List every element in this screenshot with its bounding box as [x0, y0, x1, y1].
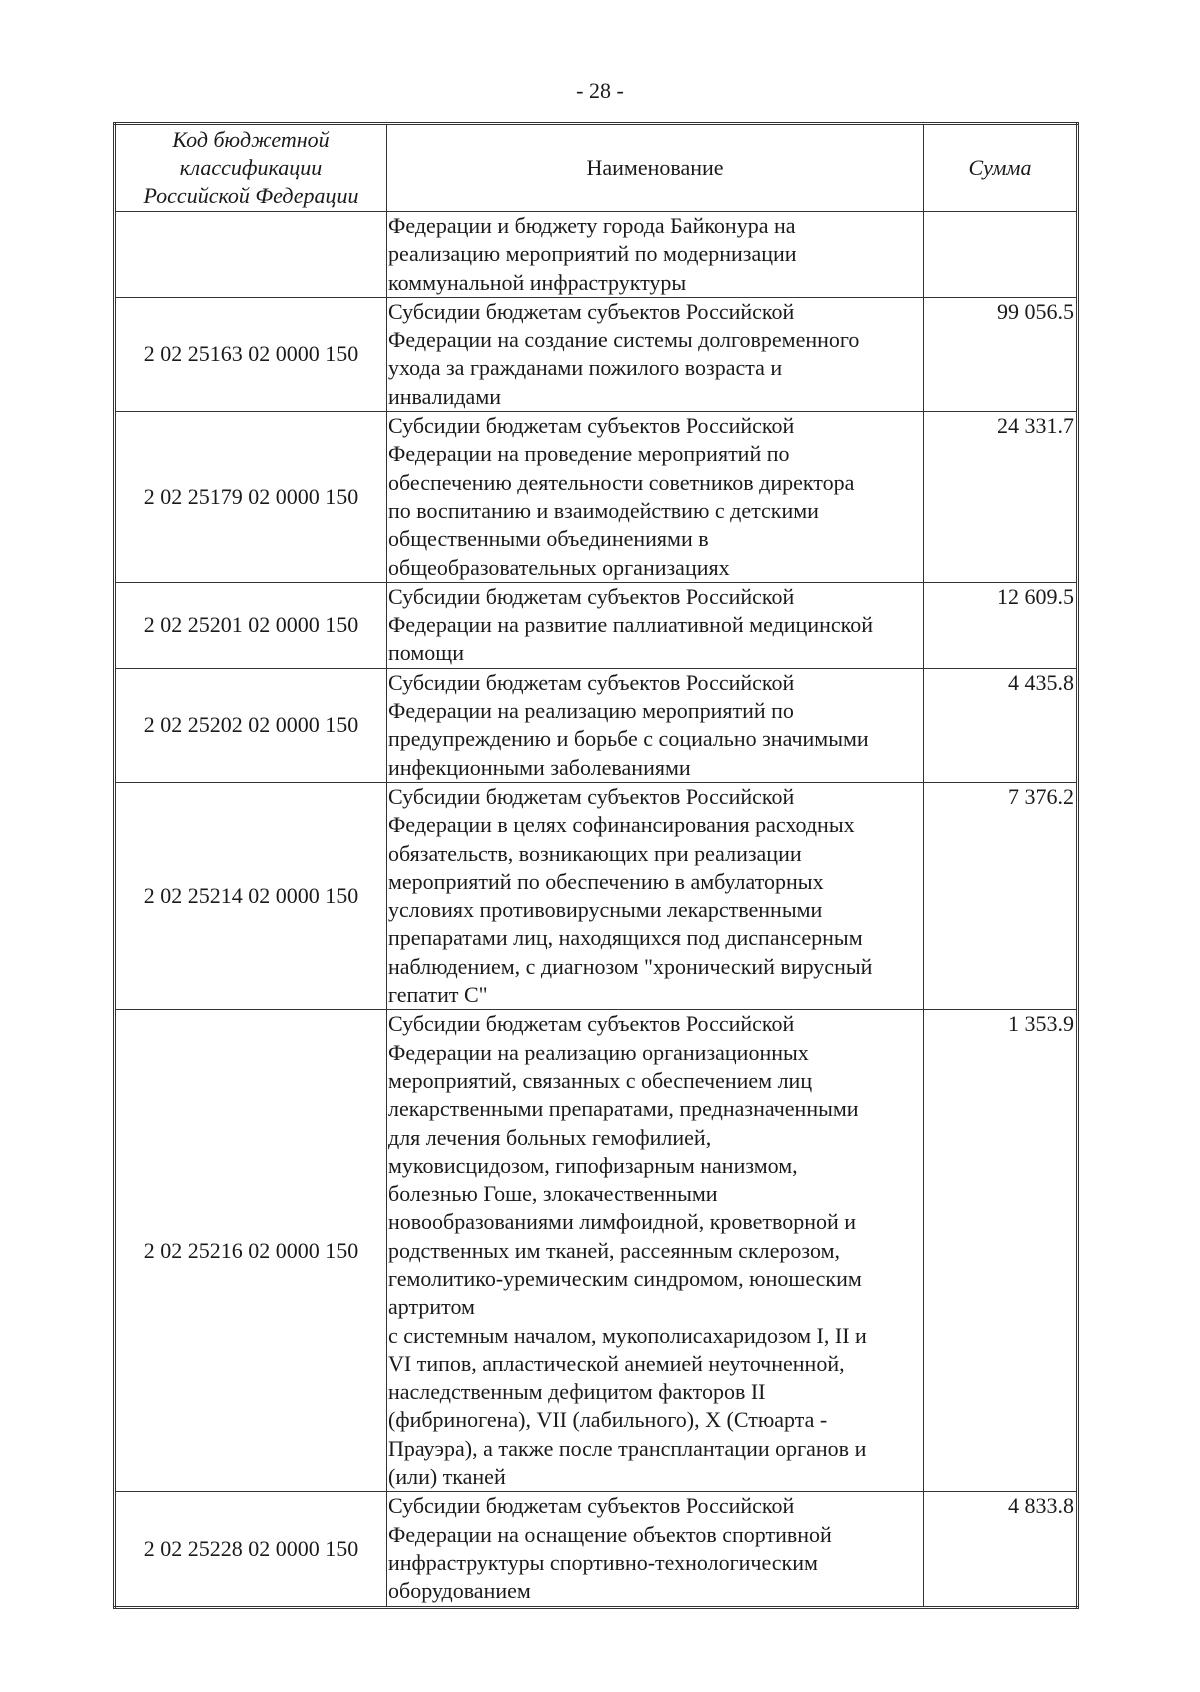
description-line: (фибриногена), VII (лабильного), X (Стюарта -: [388, 1407, 828, 1433]
amount-cell: 4 435.8: [924, 668, 1078, 782]
description-cell: [387, 668, 924, 782]
description-cell: [387, 1010, 924, 1492]
table-row: [115, 412, 1078, 583]
table-row: [115, 1010, 1078, 1492]
header-code-line: Код бюджетной: [172, 127, 330, 152]
description-line: мероприятий по обеспечению в амбулаторных: [388, 868, 824, 894]
description-line: препаратами лиц, находящихся под диспансерным: [388, 925, 863, 951]
table-row: [115, 297, 1078, 411]
description-line: общественными объединениями в: [388, 526, 709, 552]
description-line: Субсидии бюджетам субъектов Российской: [388, 413, 795, 439]
table-row: [115, 212, 1078, 298]
budget-code-cell: 2 02 25179 02 0000 150: [115, 412, 387, 583]
description-line: Федерации на реализацию организационных: [388, 1039, 809, 1065]
header-code-line: Российской Федерации: [143, 183, 359, 208]
amount-cell: 1 353.9: [924, 1010, 1078, 1492]
description-line: оборудованием: [388, 1578, 531, 1604]
description-line: реализацию мероприятий по модернизации: [388, 241, 797, 267]
table-row: [115, 1492, 1078, 1607]
description-line: Федерации на создание системы долговременного: [388, 327, 860, 353]
description-cell: [387, 1492, 924, 1607]
description-line: Субсидии бюджетам субъектов Российской: [388, 1011, 795, 1037]
amount-cell: 24 331.7: [924, 412, 1078, 583]
table-body: [115, 212, 1078, 1608]
description-line: Федерации в целях софинансирования расходных: [388, 812, 855, 838]
budget-code-cell: 2 02 25228 02 0000 150: [115, 1492, 387, 1607]
description-line: Федерации на развитие паллиативной медицинской: [388, 612, 873, 638]
budget-code-cell: 2 02 25163 02 0000 150: [115, 297, 387, 411]
header-code: [115, 124, 387, 212]
description-line: гепатит С": [388, 982, 488, 1008]
description-line: для лечения больных гемофилией,: [388, 1124, 712, 1150]
amount-cell: [924, 212, 1078, 298]
description-line: Субсидии бюджетам субъектов Российской: [388, 298, 795, 324]
description-line: ухода за гражданами пожилого возраста и: [388, 355, 783, 381]
budget-code-cell: 2 02 25214 02 0000 150: [115, 782, 387, 1009]
description-line: муковисцидозом, гипофизарным нанизмом,: [388, 1152, 798, 1178]
budget-code-cell: 2 02 25201 02 0000 150: [115, 582, 387, 668]
budget-code-cell: 2 02 25216 02 0000 150: [115, 1010, 387, 1492]
description-line: Федерации на оснащение объектов спортивной: [388, 1521, 832, 1547]
description-line: по воспитанию и взаимодействию с детскими: [388, 497, 819, 523]
header-row: [115, 124, 1078, 212]
description-line: инфраструктуры спортивно-технологическим: [388, 1549, 818, 1575]
description-line: артритом: [388, 1294, 475, 1320]
header-name: Наименование: [387, 124, 924, 212]
description-cell: [387, 782, 924, 1009]
description-line: Прауэра), а также после трансплантации органов и: [388, 1435, 867, 1461]
page-number: - 28 -: [576, 78, 624, 103]
amount-cell: 99 056.5: [924, 297, 1078, 411]
table-row: [115, 782, 1078, 1009]
description-line: наследственным дефицитом факторов II: [388, 1379, 766, 1405]
table-row: [115, 668, 1078, 782]
description-line: коммунальной инфраструктуры: [388, 269, 687, 295]
budget-table: [113, 122, 1079, 1609]
description-line: Федерации на реализацию мероприятий по: [388, 698, 794, 724]
description-line: (или) тканей: [388, 1464, 506, 1490]
budget-code-cell: 2 02 25202 02 0000 150: [115, 668, 387, 782]
description-line: обеспечению деятельности советников директора: [388, 469, 855, 495]
amount-cell: 12 609.5: [924, 582, 1078, 668]
description-line: новообразованиями лимфоидной, кроветворной и: [388, 1209, 857, 1235]
table-header: [115, 124, 1078, 212]
description-line: гемолитико-уремическим синдромом, юношеским: [388, 1265, 862, 1291]
description-line: наблюдением, с диагнозом "хронический вирусный: [388, 953, 873, 979]
description-line: Федерации и бюджету города Байконура на: [388, 213, 796, 238]
amount-cell: 4 833.8: [924, 1492, 1078, 1607]
description-line: болезнью Гоше, злокачественными: [388, 1181, 718, 1207]
description-cell: [387, 297, 924, 411]
description-line: мероприятий, связанных с обеспечением лиц: [388, 1067, 813, 1093]
header-sum: Сумма: [924, 124, 1078, 212]
amount-cell: 7 376.2: [924, 782, 1078, 1009]
description-line: Субсидии бюджетам субъектов Российской: [388, 783, 795, 809]
description-line: инфекционными заболеваниями: [388, 754, 691, 780]
description-cell: [387, 582, 924, 668]
description-line: общеобразовательных организациях: [388, 554, 730, 580]
description-cell: [387, 412, 924, 583]
description-cell: [387, 212, 924, 298]
description-line: Субсидии бюджетам субъектов Российской: [388, 583, 795, 609]
description-line: лекарственными препаратами, предназначенными: [388, 1096, 859, 1122]
description-line: родственных им тканей, рассеянным склерозом,: [388, 1237, 840, 1263]
header-code-line: классификации: [179, 155, 323, 180]
description-line: Субсидии бюджетам субъектов Российской: [388, 669, 795, 695]
budget-code-cell: [115, 212, 387, 298]
description-line: помощи: [388, 640, 464, 666]
description-line: VI типов, апластической анемией неуточненной,: [388, 1350, 845, 1376]
description-line: инвалидами: [388, 383, 502, 409]
description-line: предупреждению и борьбе с социально значимыми: [388, 726, 869, 752]
description-line: Федерации на проведение мероприятий по: [388, 441, 790, 467]
description-line: условиях противовирусными лекарственными: [388, 897, 823, 923]
description-line: обязательств, возникающих при реализации: [388, 840, 802, 866]
description-line: с системным началом, мукополисахаридозом I, II и: [388, 1322, 867, 1348]
description-line: Субсидии бюджетам субъектов Российской: [388, 1493, 795, 1519]
table-row: [115, 582, 1078, 668]
